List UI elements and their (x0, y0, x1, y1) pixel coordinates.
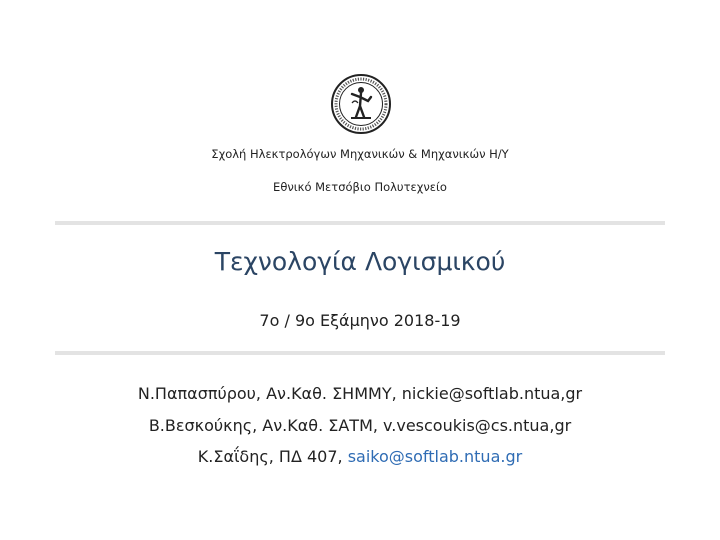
course-semester: 7ο / 9ο Εξάμηνο 2018-19 (259, 311, 461, 330)
university-name: Εθνικό Μετσόβιο Πολυτεχνείο (273, 180, 447, 194)
ntua-seal-icon (330, 73, 392, 135)
email-link[interactable]: saiko@softlab.ntua.gr (347, 447, 523, 466)
instructors-list (0, 378, 720, 473)
instructor-line: Ν.Παπασπύρου, Αν.Καθ. ΣΗΜΜΥ, nickie@softlab.ntua,gr (137, 384, 583, 403)
divider-bottom (55, 351, 665, 355)
instructor-line (0, 441, 720, 473)
school-name: Σχολή Ηλεκτρολόγων Μηχανικών & Μηχανικών Η/Υ (211, 147, 509, 161)
divider-top (55, 221, 665, 225)
course-title: Τεχνολογία Λογισμικού (214, 247, 506, 276)
instructor-line: Β.Βεσκούκης, Αν.Καθ. ΣΑΤΜ, v.vescoukis@cs.ntua,gr (148, 415, 572, 435)
instructor-name: Κ.Σαΐδης, ΠΔ 407, (197, 447, 348, 466)
